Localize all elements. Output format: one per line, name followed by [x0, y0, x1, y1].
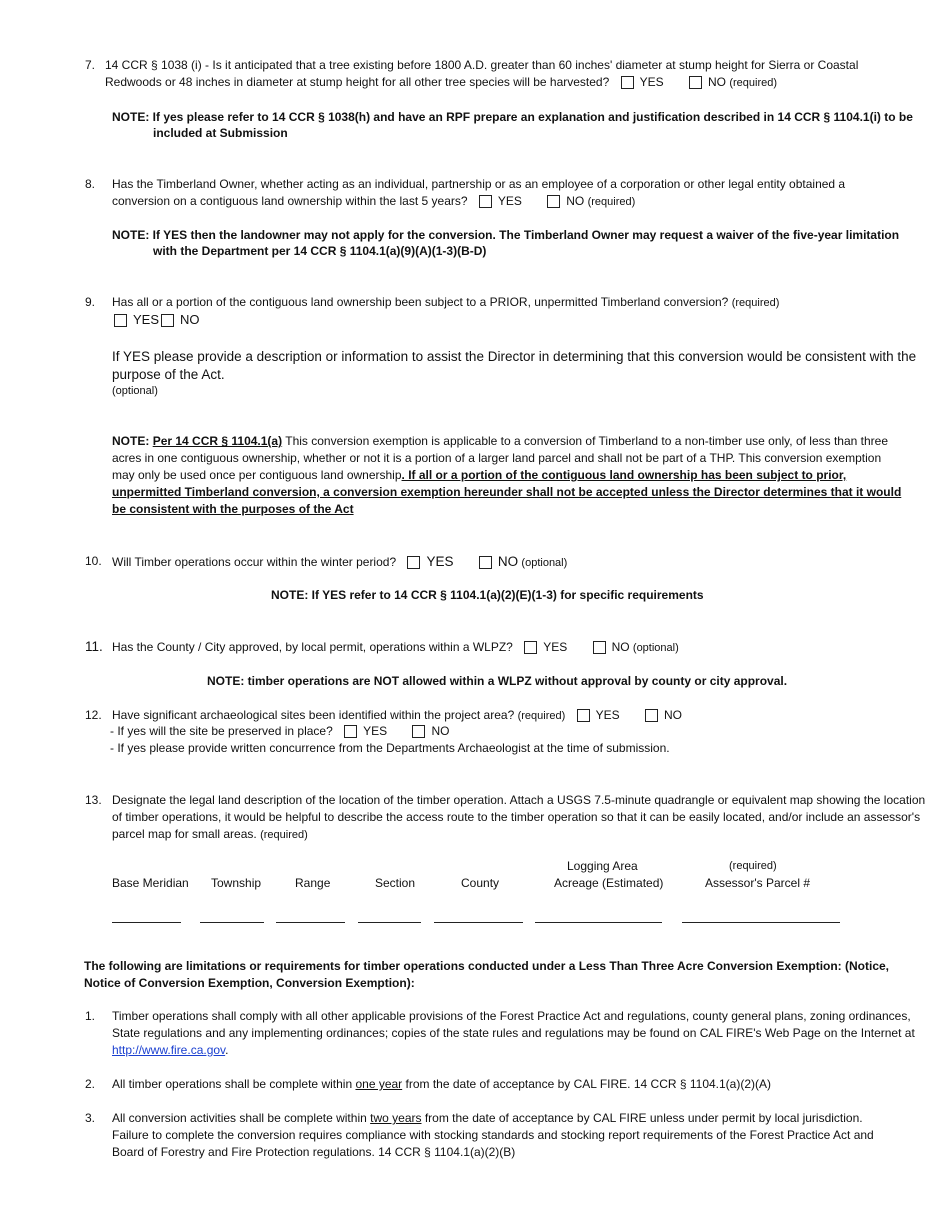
- q12-sub1-no-checkbox[interactable]: [412, 725, 425, 738]
- q12-text: Have significant archaeological sites been identified within the project area?: [112, 708, 515, 722]
- q9-required: (required): [731, 297, 780, 309]
- q9-note-line3a: may only be used once per contiguous land ownership: [112, 468, 402, 482]
- q11-yes-label: YES: [543, 640, 568, 654]
- col-header-parcel-required: (required): [729, 860, 777, 872]
- q11-optional: (optional): [632, 642, 679, 654]
- township-field[interactable]: [200, 922, 264, 923]
- q9-note-label: NOTE:: [112, 434, 150, 448]
- limitations-heading-line1: The following are limitations or requirements for timber operations conducted under a Less Than Three Acre Conversion Exemption: (Notice,: [84, 959, 890, 973]
- q12-required: (required): [517, 710, 566, 722]
- q10-note: NOTE: If YES refer to 14 CCR § 1104.1(a)(2)(E)(1-3) for specific requirements: [271, 588, 704, 602]
- col-header-section: Section: [375, 876, 416, 890]
- q8-text-line1: Has the Timberland Owner, whether acting as an individual, partnership or as an employee of a corporation or other legal entity obtained a: [112, 177, 846, 191]
- limit-3-duration: two years: [370, 1111, 422, 1125]
- q7-no-label: NO: [707, 75, 726, 89]
- q7-text-line1: 14 CCR § 1038 (i) - Is it anticipated that a tree existing before 1800 A.D. greater than 60 inches' diameter at stump height for Sierra or Coastal: [105, 58, 859, 72]
- q8-required: (required): [587, 196, 636, 208]
- q12-yes-checkbox[interactable]: [577, 709, 590, 722]
- q12-sub1-no-label: NO: [431, 724, 450, 738]
- col-header-acreage-line1: Logging Area: [567, 859, 638, 873]
- q9-number: 9.: [85, 295, 96, 309]
- acreage-field[interactable]: [535, 922, 662, 923]
- col-header-assessors-parcel: Assessor's Parcel #: [705, 876, 810, 890]
- limitations-heading-line2: Notice of Conversion Exemption, Conversion Exemption):: [84, 976, 415, 990]
- q8-text-line2: conversion on a contiguous land ownership within the last 5 years?: [112, 194, 468, 208]
- q11-text: Has the County / City approved, by local permit, operations within a WLPZ?: [112, 640, 513, 654]
- q7-text-line2: Redwoods or 48 inches in diameter at stump height for all other tree species will be harvested?: [105, 75, 610, 89]
- q12-sub1-yes-label: YES: [363, 724, 388, 738]
- limit-3-number: 3.: [85, 1111, 96, 1125]
- q10-optional: (optional): [521, 557, 568, 569]
- q10-yes-checkbox[interactable]: [407, 556, 420, 569]
- q8-no-checkbox[interactable]: [547, 195, 560, 208]
- q8-number: 8.: [85, 177, 96, 191]
- limit-2-text-b: from the date of acceptance by CAL FIRE. 14 CCR § 1104.1(a)(2)(A): [405, 1077, 772, 1091]
- q9-description-line2: purpose of the Act.: [112, 367, 225, 382]
- q12-number: 12.: [85, 708, 102, 722]
- q9-no-checkbox[interactable]: [161, 314, 174, 327]
- q11-yes-checkbox[interactable]: [524, 641, 537, 654]
- q12-sub2-text: - If yes please provide written concurrence from the Departments Archaeologist at the time of submission.: [110, 741, 670, 755]
- base-meridian-field[interactable]: [112, 922, 181, 923]
- limit-1-period: .: [225, 1043, 229, 1057]
- q13-text-line3: parcel map for small areas.: [112, 827, 257, 841]
- limit-1-number: 1.: [85, 1009, 96, 1023]
- q7-yes-checkbox[interactable]: [621, 76, 634, 89]
- col-header-range: Range: [295, 876, 331, 890]
- q7-note-line2: included at Submission: [153, 126, 288, 140]
- q9-note-line2: acres in one contiguous ownership, whether or not it is a portion of a larger land parcel and shall not be part of a THP. This conversion exemption: [112, 451, 882, 465]
- q7-no-checkbox[interactable]: [689, 76, 702, 89]
- q8-note-line2: with the Department per 14 CCR § 1104.1(a)(9)(A)(1-3)(B-D): [153, 244, 487, 258]
- q9-note-line4: unpermitted Timberland conversion, a conversion exemption hereunder shall not be accepted unless the Director determines that it would: [112, 485, 902, 499]
- limit-3-text-a: All conversion activities shall be complete within: [112, 1111, 367, 1125]
- q9-no-label: NO: [180, 312, 200, 327]
- range-field[interactable]: [276, 922, 345, 923]
- col-header-base-meridian: Base Meridian: [112, 876, 189, 890]
- col-header-acreage-line2: Acreage (Estimated): [554, 876, 664, 890]
- q9-description-line1: If YES please provide a description or information to assist the Director in determining that this conversion would be consistent with the: [112, 349, 917, 364]
- q7-number: 7.: [85, 58, 96, 72]
- q13-text-line1: Designate the legal land description of the location of the timber operation. Attach a USGS 7.5-minute quadrangle or equivalent map showing the location: [112, 793, 926, 807]
- q8-no-label: NO: [566, 194, 585, 208]
- limit-2-duration: one year: [355, 1077, 403, 1091]
- limit-2-number: 2.: [85, 1077, 96, 1091]
- limit-1-line2: State regulations and any implementing ordinances; copies of the state rules and regulations may be found on CAL FIRE's Web Page on the Internet at: [112, 1026, 915, 1040]
- q9-optional: (optional): [112, 385, 158, 397]
- q10-text: Will Timber operations occur within the winter period?: [112, 555, 397, 569]
- limit-1-line1: Timber operations shall comply with all other applicable provisions of the Forest Practice Act and regulations, county general plans, zoning ordinances,: [112, 1009, 911, 1023]
- q11-number: 11.: [85, 639, 103, 654]
- q10-no-checkbox[interactable]: [479, 556, 492, 569]
- q9-note-reference: Per 14 CCR § 1104.1(a): [152, 434, 283, 448]
- q9-note-line1: This conversion exemption is applicable to a conversion of Timberland to a non-timber use only, of less than three: [285, 434, 888, 448]
- limit-3-line3: Board of Forestry and Fire Protection regulations. 14 CCR § 1104.1(a)(2)(B): [112, 1145, 516, 1159]
- q11-no-checkbox[interactable]: [593, 641, 606, 654]
- q9-note-line5: be consistent with the purposes of the Act: [112, 502, 354, 516]
- q9-text: Has all or a portion of the contiguous land ownership been subject to a PRIOR, unpermitted Timberland conversion?: [112, 295, 729, 309]
- q9-note-line3b: . If all or a portion of the contiguous land ownership has been subject to prior,: [401, 468, 847, 482]
- q8-note-line1: NOTE: If YES then the landowner may not apply for the conversion. The Timberland Owner may request a waiver of the five-year limitation: [112, 228, 900, 242]
- q12-sub1-yes-checkbox[interactable]: [344, 725, 357, 738]
- q7-yes-label: YES: [639, 75, 664, 89]
- q12-sub1-text: - If yes will the site be preserved in place?: [110, 724, 333, 738]
- limit-2-text-a: All timber operations shall be complete within: [112, 1077, 353, 1091]
- q8-yes-checkbox[interactable]: [479, 195, 492, 208]
- q7-note-line1: NOTE: If yes please refer to 14 CCR § 1038(h) and have an RPF prepare an explanation and justification described in 14 CCR § 1104.1(i) to be: [112, 110, 913, 124]
- q13-number: 13.: [85, 793, 102, 807]
- q12-no-checkbox[interactable]: [645, 709, 658, 722]
- q10-number: 10.: [85, 554, 102, 568]
- q7-required: (required): [729, 77, 778, 89]
- q10-no-label: NO: [497, 554, 519, 569]
- cal-fire-website-link[interactable]: http://www.fire.ca.gov: [112, 1043, 226, 1057]
- q13-text-line2: of timber operations, it would be helpful to describe the access route to the timber operation so that it can be easily located, and/or include an assessor's: [112, 810, 921, 824]
- section-field[interactable]: [358, 922, 421, 923]
- q12-no-label: NO: [663, 708, 682, 722]
- q8-yes-label: YES: [497, 194, 522, 208]
- q11-note: NOTE: timber operations are NOT allowed within a WLPZ without approval by county or city approval.: [207, 674, 788, 688]
- q9-yes-label: YES: [133, 312, 160, 327]
- county-field[interactable]: [434, 922, 523, 923]
- q10-yes-label: YES: [426, 554, 454, 569]
- col-header-township: Township: [211, 876, 262, 890]
- col-header-county: County: [461, 876, 500, 890]
- limit-3-text-b: from the date of acceptance by CAL FIRE unless under permit by local jurisdiction.: [424, 1111, 863, 1125]
- q11-no-label: NO: [611, 640, 630, 654]
- q13-required: (required): [260, 829, 308, 841]
- assessors-parcel-field[interactable]: [682, 922, 840, 923]
- q9-yes-checkbox[interactable]: [114, 314, 127, 327]
- q12-yes-label: YES: [595, 708, 620, 722]
- limit-3-line2: Failure to complete the conversion requires compliance with stocking standards and stocking report requirements of the Forest Practice Act and: [112, 1128, 874, 1142]
